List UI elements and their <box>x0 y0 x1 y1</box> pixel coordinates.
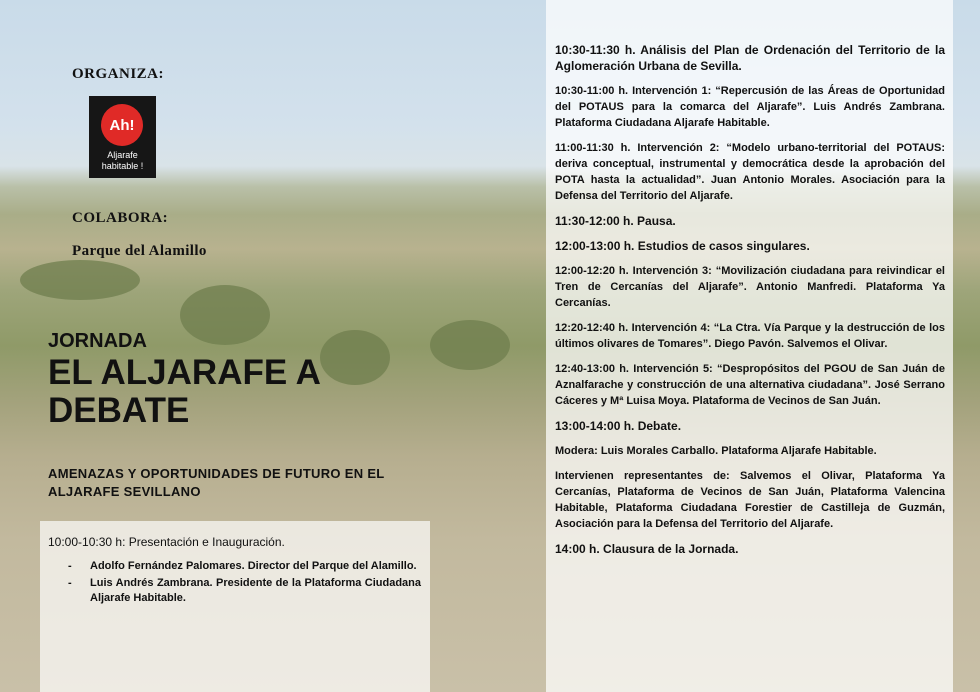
schedule-item: 12:00-13:00 h. Estudios de casos singulares. <box>555 239 810 253</box>
event-subtitle: AMENAZAS Y OPORTUNIDADES DE FUTURO EN EL ALJARAFE SEVILLANO <box>48 466 385 499</box>
schedule-item: 10:30-11:00 h. Intervención 1: “Repercusión de las Áreas de Oportunidad del POTAUS para la comarca del Aljarafe”. Luis Andrés Zambrana. Plataforma Ciudadana Aljarafe Habitable. <box>555 85 945 129</box>
event-title: EL ALJARAFE A DEBATE <box>48 353 320 430</box>
schedule-item: 12:40-13:00 h. Intervención 5: “Despropósitos del PGOU de San Juán de Aznalfarache y construcción de una alternativa ciudadana”. José Serrano Cáceres y Mª Luisa Moya. Plataforma de Vecinos de San Juán. <box>555 363 945 407</box>
logo-text: Aljarafe habitable ! <box>101 150 144 171</box>
schedule-item: Intervienen representantes de: Salvemos el Olivar, Plataforma Ya Cercanías, Plataforma de Vecinos de San Juán, Plataforma Valencina Habitable, Plataforma Ciudadana Forestier de Castilleja de Guzmán, Asociación para la Defensa del Territorio del Aljarafe. <box>555 470 945 530</box>
organiza-label: ORGANIZA: <box>72 66 165 82</box>
dash-bullet: - <box>68 560 72 572</box>
schedule <box>555 42 945 566</box>
opening-heading: 10:00-10:30 h: Presentación e Inauguración. <box>48 535 285 549</box>
opening-section <box>48 535 421 608</box>
schedule-item: 10:30-11:30 h. Análisis del Plan de Ordenación del Territorio de la Aglomeración Urbana de Sevilla. <box>555 43 945 73</box>
schedule-item: 11:30-12:00 h. Pausa. <box>555 214 676 228</box>
dash-bullet: - <box>68 577 72 589</box>
colabora-name: Parque del Alamillo <box>72 243 207 259</box>
list-item: - Luis Andrés Zambrana. Presidente de la Plataforma Ciudadana Aljarafe Habitable. <box>68 577 421 604</box>
schedule-item: Modera: Luis Morales Carballo. Plataforma Aljarafe Habitable. <box>555 445 877 457</box>
tree-cluster <box>20 260 140 300</box>
schedule-item: 12:00-12:20 h. Intervención 3: “Movilización ciudadana para reivindicar el Tren de Cercanías del Aljarafe”. Antonio Manfredi. Plataforma Ya Cercanías. <box>555 265 945 309</box>
tree-cluster <box>180 285 270 345</box>
schedule-item: 13:00-14:00 h. Debate. <box>555 419 682 433</box>
aljarafe-habitable-logo <box>89 96 156 178</box>
logo-mark: Ah! <box>101 104 143 146</box>
schedule-item: 11:00-11:30 h. Intervención 2: “Modelo urbano-territorial del POTAUS: deriva conceptual, instrumental y democrática desde la aprobación del POTA hasta la actualidad”. Juan Antonio Morales. Asociación para la Defensa del Territorio del Aljarafe. <box>555 142 945 202</box>
event-kicker: JORNADA <box>48 330 147 352</box>
schedule-item: 14:00 h. Clausura de la Jornada. <box>555 542 739 556</box>
schedule-item: 12:20-12:40 h. Intervención 4: “La Ctra. Vía Parque y la destrucción de los últimos olivares de Tomares”. Diego Pavón. Salvemos el Olivar. <box>555 322 945 350</box>
list-item: - Adolfo Fernández Palomares. Director del Parque del Alamillo. <box>68 560 417 572</box>
tree-cluster <box>430 320 510 370</box>
colabora-label: COLABORA: <box>72 210 169 226</box>
